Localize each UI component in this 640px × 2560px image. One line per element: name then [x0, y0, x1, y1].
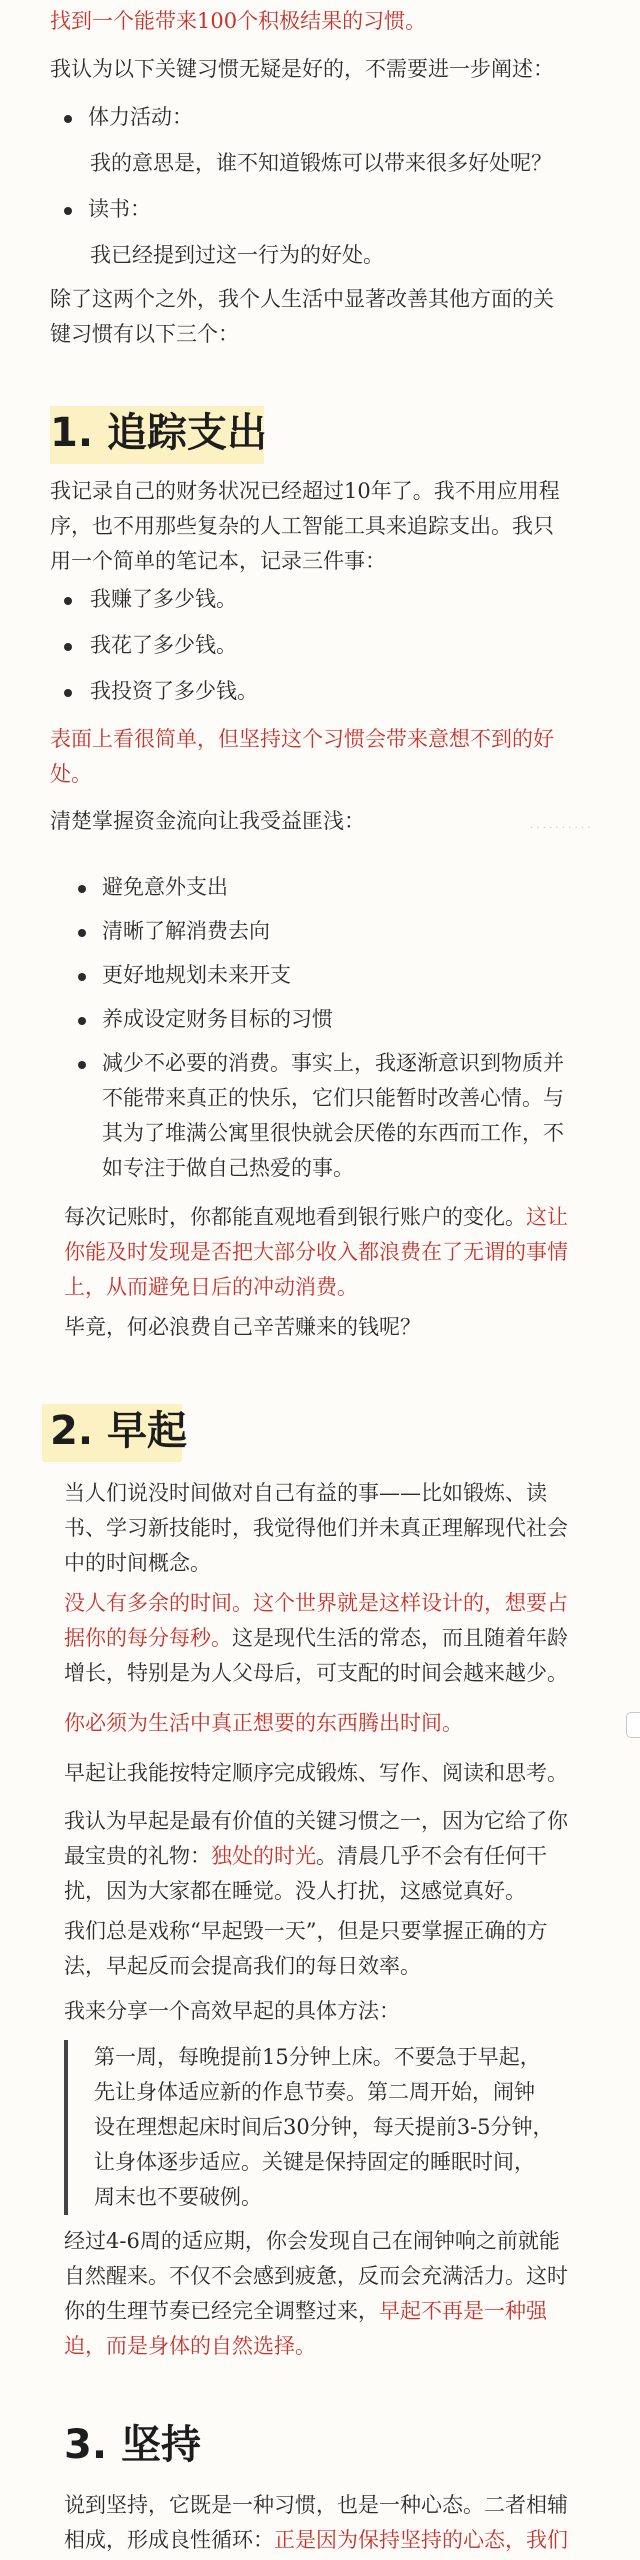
section-heading-3 [64, 2412, 201, 2478]
intro-item-title: 体力活动： [88, 105, 193, 129]
list-text: 更好地规划未来开支 [102, 963, 291, 987]
text-span: 正是因为保持坚持的心态，我们 [274, 2528, 568, 2552]
list-text: 减少不必要的消费。事实上，我逐渐意识到物质并 不能带来真正的快乐，它们只能暂时改善心情。与 其为了堆满公寓里很快就会厌倦的东西而工作，不 如专注于做自己热爱的事。 [102, 1051, 564, 1180]
text-line: 周末也不要破例。 [94, 2185, 262, 2209]
intro-section [0, 4, 640, 39]
text-line [0, 1200, 640, 1235]
bullet-icon [64, 689, 72, 697]
text-line: 增长，特别是为人父母后，可支配的时间会越来越少。 [64, 1661, 568, 1685]
text-line: 上，从而避免日后的冲动消费。 [64, 1275, 358, 1299]
text-line: 扰，因为大家都在睡觉。没人打扰，这感觉真好。 [64, 1879, 526, 1903]
heading-text: 1. 追踪支出 [50, 410, 267, 456]
intro-lead: 我认为以下关键习惯无疑是好的，不需要进一步阐述： [50, 57, 554, 81]
bullet-icon [78, 973, 86, 981]
text-span: 早起不再是一种强 [379, 2299, 547, 2323]
intro-item-desc: 我已经提到过这一行为的好处。 [90, 243, 384, 267]
text-line: 第一周，每晚提前15分钟上床。不要急于早起， [94, 2045, 541, 2069]
heading-text: 3. 坚持 [64, 2422, 201, 2468]
bullet-icon [64, 597, 72, 605]
section-1-emphasis [0, 722, 640, 792]
section-2-p8 [0, 2224, 640, 2364]
section-2-p6 [0, 1914, 640, 1984]
intro-list [0, 100, 640, 135]
text-span: 这是现代生活的常态，而且随着年龄 [232, 1626, 568, 1650]
section-3-p1 [0, 2488, 640, 2558]
text-line: 自然醒来。不仅不会感到疲惫，反而会充满活力。这时 [64, 2264, 568, 2288]
text-span: 相成，形成良性循环： [64, 2528, 274, 2552]
list-text: 我花了多少钱。 [90, 633, 237, 657]
text-line: 让身体逐步适应。关键是保持固定的睡眠时间， [94, 2150, 535, 2174]
list-item [0, 582, 640, 628]
section-2-p4: 早起让我能按特定顺序完成锻炼、写作、阅读和思考。 [64, 1761, 568, 1785]
text-line: 键习惯有以下三个： [50, 322, 239, 346]
text-line: 迫，而是身体的自然选择。 [64, 2334, 316, 2358]
section-1-closing [0, 1200, 640, 1305]
list-item [0, 1002, 640, 1046]
list-item [0, 628, 640, 674]
bullet-icon [78, 885, 86, 893]
list-item [0, 914, 640, 958]
section-2-p5 [0, 1804, 640, 1909]
text-span: 这让 [526, 1205, 568, 1229]
section-1-list [0, 582, 640, 720]
text-span: 你的生理节奏已经完全调整过来， [64, 2299, 379, 2323]
text-line [0, 1839, 640, 1874]
section-2-p1 [0, 1476, 640, 1581]
bullet-icon [78, 929, 86, 937]
bullet-icon [64, 643, 72, 651]
benefits-list [0, 870, 640, 1186]
text-line: 没人有多余的时间。这个世界就是这样设计的，想要占 [64, 1591, 568, 1615]
text-line: 我们总是戏称“早起毁一天”，但是只要掌握正确的方 [64, 1919, 548, 1943]
text-line: 序，也不用那些复杂的人工智能工具来追踪支出。我只 [50, 514, 554, 538]
text-line: 用一个简单的笔记本，记录三件事： [50, 549, 386, 573]
bullet-icon [64, 207, 72, 215]
text-span: 每次记账时，你都能直观地看到银行账户的变化。 [64, 1205, 526, 1229]
list-text: 避免意外支出 [102, 875, 228, 899]
bullet-icon [78, 1017, 86, 1025]
benefits-lead: 清楚掌握资金流向让我受益匪浅： [50, 809, 365, 833]
heading-text: 2. 早起 [50, 1408, 187, 1454]
list-text: 我赚了多少钱。 [90, 587, 237, 611]
intro-highlight: 找到一个能带来100个积极结果的习惯。 [50, 9, 427, 33]
list-item [0, 958, 640, 1002]
list-item [0, 1046, 612, 1186]
intro-list-2 [0, 192, 640, 227]
bullet-icon [78, 1061, 86, 1069]
text-line: 书、学习新技能时，我觉得他们并未真正理解现代社会 [64, 1516, 568, 1540]
section-2-p2 [0, 1586, 640, 1691]
text-line: 你能及时发现是否把大部分收入都浪费在了无谓的事情 [64, 1240, 568, 1264]
side-feedback-tab[interactable] [626, 1712, 640, 1738]
text-span: 据你的每分每秒。 [64, 1626, 232, 1650]
list-text: 我投资了多少钱。 [90, 679, 258, 703]
text-line: 我记录自己的财务状况已经超过10年了。我不用应用程 [50, 479, 560, 503]
text-line: 当人们说没时间做对自己有益的事——比如锻炼、读 [64, 1481, 547, 1505]
section-heading-1 [50, 400, 267, 466]
section-heading-2 [50, 1398, 187, 1464]
list-item [0, 870, 640, 914]
text-line [0, 1621, 640, 1656]
list-item [0, 192, 640, 227]
section-1-intro [0, 474, 640, 579]
text-line [0, 2523, 640, 2558]
intro-item-desc: 我的意思是，谁不知道锻炼可以带来很多好处呢？ [90, 151, 552, 175]
intro-transition [0, 282, 640, 352]
text-line: 设在理想起床时间后30分钟，每天提前3-5分钟， [94, 2115, 554, 2139]
section-2-p3: 你必须为生活中真正想要的东西腾出时间。 [64, 1711, 463, 1735]
list-text: 清晰了解消费去向 [102, 919, 270, 943]
section-1-final: 毕竟，何必浪费自己辛苦赚来的钱呢？ [64, 1315, 421, 1339]
blockquote [64, 2040, 634, 2215]
text-line: 除了这两个之外，我个人生活中显著改善其他方面的关 [50, 287, 554, 311]
text-line: 法，早起反而会提高我们的每日效率。 [64, 1954, 421, 1978]
section-2-p7: 我来分享一个高效早起的具体方法： [64, 1999, 400, 2023]
text-span: 独处的时光 [211, 1844, 316, 1868]
intro-item-title: 读书： [88, 197, 151, 221]
list-item [0, 674, 640, 720]
text-line: 说到坚持，它既是一种习惯，也是一种心态。二者相辅 [64, 2493, 568, 2517]
text-line: 中的时间概念。 [64, 1551, 211, 1575]
list-text: 养成设定财务目标的习惯 [102, 1007, 333, 1031]
list-item [0, 100, 640, 135]
text-line: 先让身体适应新的作息节奏。第二周开始，闹钟 [94, 2080, 535, 2104]
text-line: 经过4-6周的适应期，你会发现自己在闹钟响之前就能 [64, 2229, 560, 2253]
bullet-icon [64, 115, 72, 123]
intro-lead-block [0, 52, 640, 87]
text-line: 表面上看很简单，但坚持这个习惯会带来意想不到的好 [50, 727, 554, 751]
text-line: 处。 [50, 762, 92, 786]
text-line: 我认为早起是最有价值的关键习惯之一，因为它给了你 [64, 1809, 568, 1833]
text-span: 。清晨几乎不会有任何干 [316, 1844, 547, 1868]
text-line [0, 2294, 640, 2329]
watermark: · · · · · · · · · · [530, 823, 591, 834]
text-span: 最宝贵的礼物： [64, 1844, 211, 1868]
